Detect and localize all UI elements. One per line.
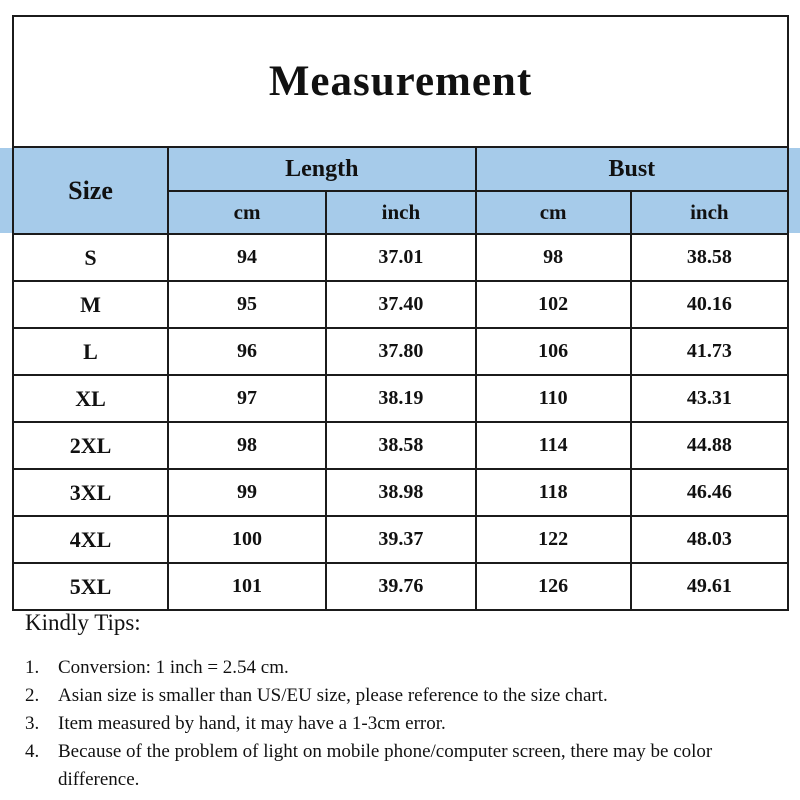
tip-number: 1.	[25, 657, 40, 678]
tips-section	[25, 610, 785, 794]
size-cell: M	[13, 281, 168, 328]
bust-inch-cell: 40.16	[631, 281, 788, 328]
table-row	[13, 328, 788, 375]
size-chart-table	[12, 146, 789, 611]
length-inch-cell: 38.98	[326, 469, 476, 516]
length-cm-cell: 97	[168, 375, 326, 422]
tip-number: 4.	[25, 741, 40, 762]
title-box	[12, 15, 789, 148]
bust-cm-cell: 122	[476, 516, 631, 563]
size-cell: L	[13, 328, 168, 375]
length-inch-cell: 39.37	[326, 516, 476, 563]
length-inch-header: inch	[326, 191, 476, 234]
length-cm-cell: 100	[168, 516, 326, 563]
bust-cm-cell: 106	[476, 328, 631, 375]
length-inch-cell: 37.40	[326, 281, 476, 328]
length-cm-cell: 101	[168, 563, 326, 610]
length-inch-cell: 38.58	[326, 422, 476, 469]
bust-cm-cell: 118	[476, 469, 631, 516]
size-cell: 5XL	[13, 563, 168, 610]
table-row	[13, 563, 788, 610]
tip-item	[25, 710, 785, 738]
bust-inch-cell: 43.31	[631, 375, 788, 422]
bust-inch-cell: 49.61	[631, 563, 788, 610]
tip-text: Conversion: 1 inch = 2.54 cm.	[58, 657, 289, 678]
length-group-header: Length	[168, 147, 476, 191]
bust-cm-header: cm	[476, 191, 631, 234]
bust-cm-cell: 114	[476, 422, 631, 469]
bust-inch-cell: 48.03	[631, 516, 788, 563]
table-row	[13, 234, 788, 281]
size-cell: 4XL	[13, 516, 168, 563]
size-chart-body	[13, 234, 788, 610]
size-column-header: Size	[13, 147, 168, 234]
tip-text: Item measured by hand, it may have a 1-3cm error.	[58, 713, 446, 734]
tip-number: 2.	[25, 685, 40, 706]
bust-cm-cell: 110	[476, 375, 631, 422]
bust-cm-cell: 98	[476, 234, 631, 281]
page-title: Measurement	[268, 58, 533, 105]
table-row	[13, 281, 788, 328]
tip-item	[25, 654, 785, 682]
bust-inch-cell: 44.88	[631, 422, 788, 469]
tip-item	[25, 682, 785, 710]
bust-inch-cell: 38.58	[631, 234, 788, 281]
length-cm-cell: 98	[168, 422, 326, 469]
tip-number: 3.	[25, 713, 40, 734]
length-cm-cell: 95	[168, 281, 326, 328]
bust-inch-cell: 41.73	[631, 328, 788, 375]
table-row	[13, 516, 788, 563]
size-cell: XL	[13, 375, 168, 422]
table-row	[13, 422, 788, 469]
length-inch-cell: 38.19	[326, 375, 476, 422]
length-cm-header: cm	[168, 191, 326, 234]
tip-text: Asian size is smaller than US/EU size, please reference to the size chart.	[58, 685, 608, 706]
size-cell: S	[13, 234, 168, 281]
size-cell: 2XL	[13, 422, 168, 469]
bust-inch-cell: 46.46	[631, 469, 788, 516]
size-cell: 3XL	[13, 469, 168, 516]
bust-cm-cell: 102	[476, 281, 631, 328]
length-inch-cell: 39.76	[326, 563, 476, 610]
length-inch-cell: 37.01	[326, 234, 476, 281]
tip-text: Because of the problem of light on mobile phone/computer screen, there may be color difference.	[58, 741, 713, 790]
length-cm-cell: 96	[168, 328, 326, 375]
tip-item	[25, 738, 785, 794]
length-inch-cell: 37.80	[326, 328, 476, 375]
table-row	[13, 375, 788, 422]
group-header-row	[13, 147, 788, 191]
length-cm-cell: 99	[168, 469, 326, 516]
length-cm-cell: 94	[168, 234, 326, 281]
tips-heading: Kindly Tips:	[25, 610, 141, 635]
table-row	[13, 469, 788, 516]
tips-list	[25, 654, 785, 794]
bust-group-header: Bust	[476, 147, 788, 191]
bust-inch-header: inch	[631, 191, 788, 234]
bust-cm-cell: 126	[476, 563, 631, 610]
